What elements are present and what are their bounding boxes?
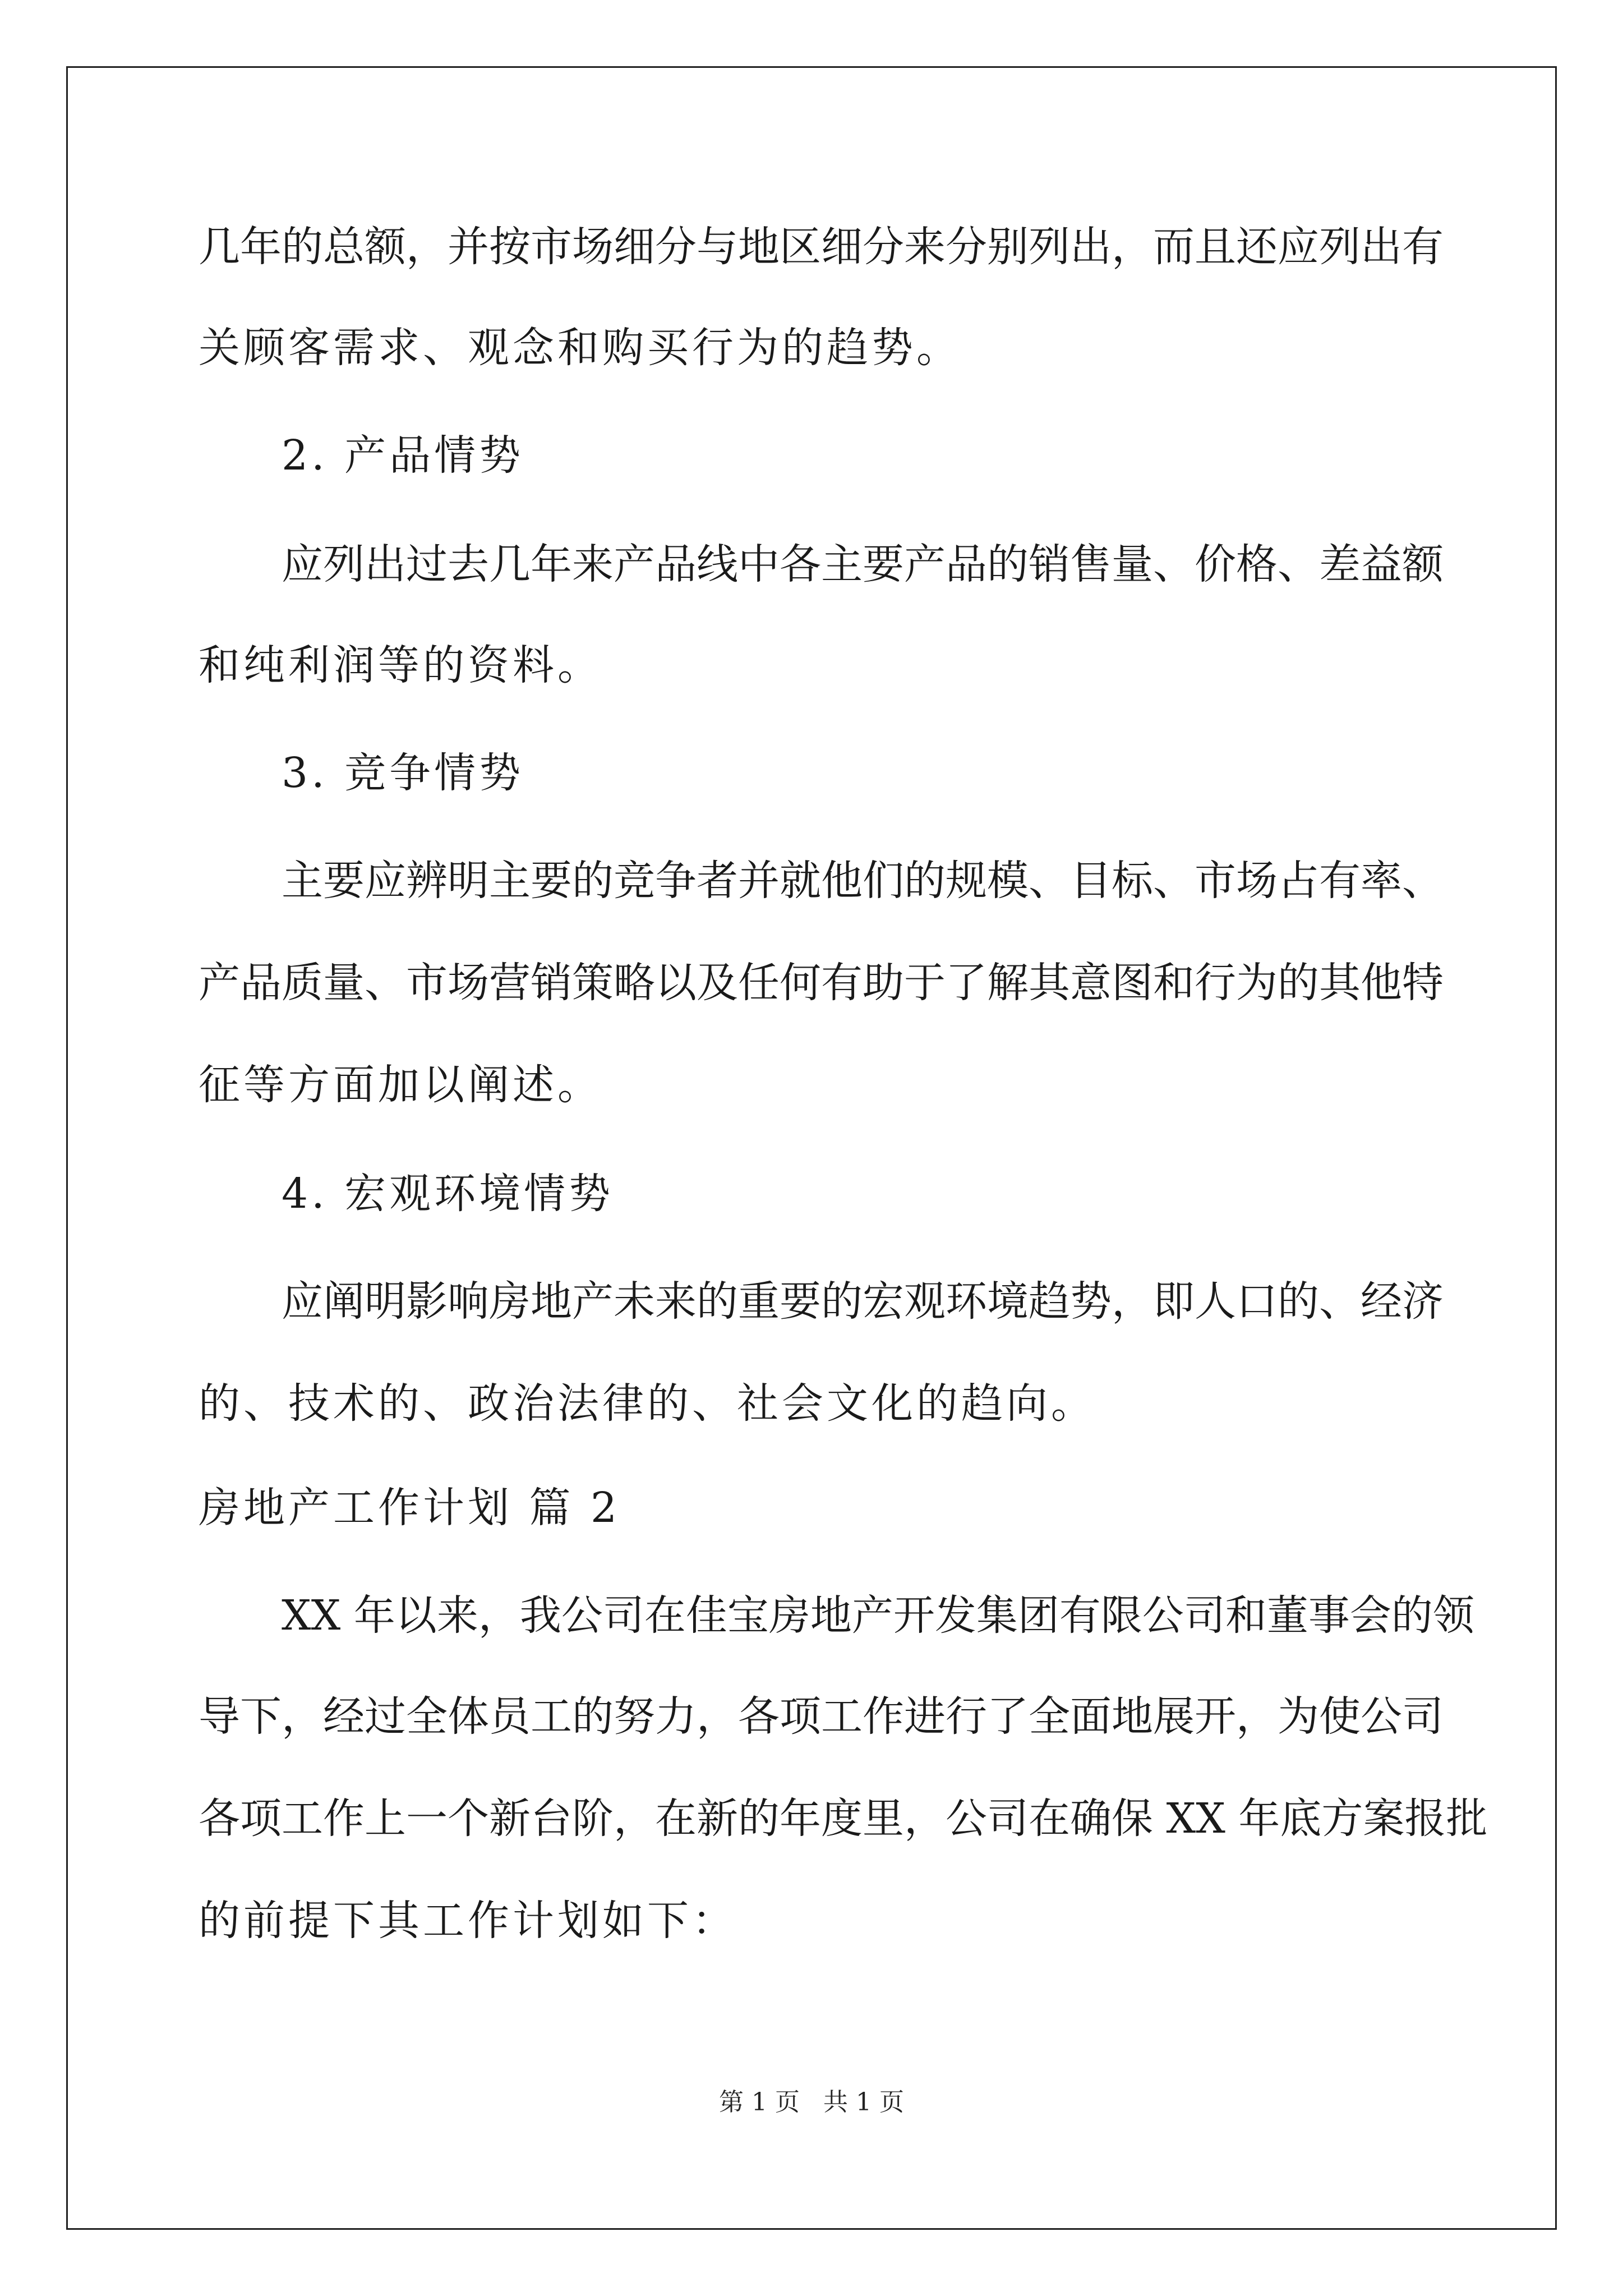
section-heading: 4. 宏观环境情势 [282,1170,614,1218]
paragraph-line: 产品质量、市场营销策略以及任何有助于了解其意图和行为的其他特 [199,959,1444,1007]
paragraph-line: 关顾客需求、观念和购买行为的趋势。 [199,324,961,372]
paragraph-line: XX 年以来，我公司在佳宝房地产开发集团有限公司和董事会的领 [282,1591,1474,1640]
paragraph-line: 的、技术的、政治法律的、社会文化的趋向。 [199,1379,1096,1428]
paragraph-line: 导下，经过全体员工的努力，各项工作进行了全面地展开，为使公司 [199,1692,1444,1741]
paragraph-line: 和纯利润等的资料。 [199,641,602,689]
paragraph-line: 主要应辨明主要的竞争者并就他们的规模、目标、市场占有率、 [282,857,1444,905]
page-footer [0,2086,1623,2119]
paragraph-line: 几年的总额，并按市场细分与地区细分来分别列出，而且还应列出有 [199,223,1444,271]
page-number-label: 第 1 页 共 1 页 [719,2088,904,2116]
paragraph-line: 各项工作上一个新台阶，在新的年度里，公司在确保 XX 年底方案报批 [199,1795,1488,1843]
section-heading: 2. 产品情势 [282,431,524,480]
section-heading: 3. 竞争情势 [282,749,524,797]
article-heading: 房地产工作计划 篇 2 [199,1484,621,1532]
paragraph-line: 应阐明影响房地产未来的重要的宏观环境趋势，即人口的、经济 [282,1277,1444,1326]
paragraph-line: 应列出过去几年来产品线中各主要产品的销售量、价格、差益额 [282,540,1444,588]
paragraph-line: 征等方面加以阐述。 [199,1061,602,1109]
paragraph-line: 的前提下其工作计划如下： [199,1897,737,1945]
